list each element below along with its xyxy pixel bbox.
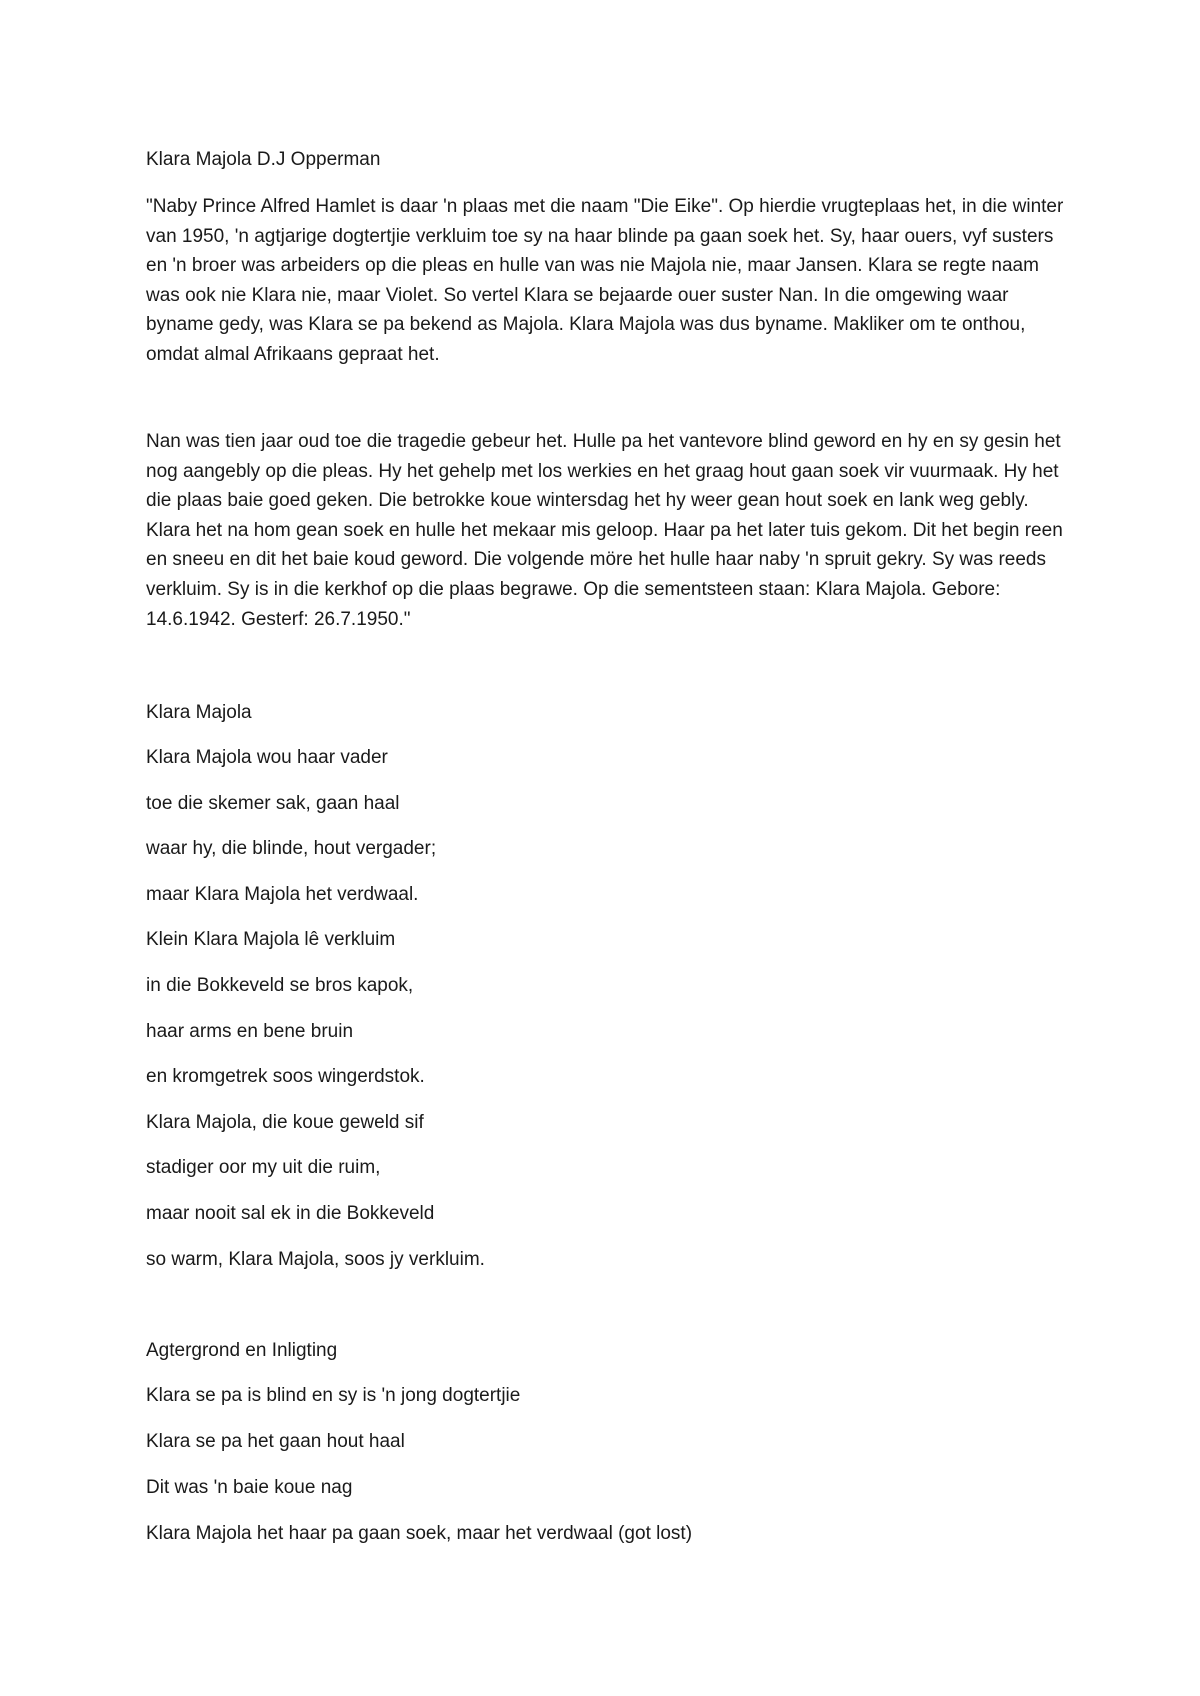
background-item: Klara Majola het haar pa gaan soek, maar het verdwaal (got lost) — [146, 1523, 693, 1544]
background-item: Klara se pa het gaan hout haal — [146, 1431, 405, 1452]
background-items — [146, 1384, 692, 1568]
poem-line: Klara Majola wou haar vader — [146, 747, 388, 768]
background-item: Klara se pa is blind en sy is 'n jong dogtertjie — [146, 1385, 521, 1406]
poem-line: Klara Majola, die koue geweld sif — [146, 1111, 424, 1133]
poem-line: en kromgetrek soos wingerdstok. — [146, 1066, 425, 1088]
poem-lines — [146, 746, 485, 1293]
background-heading: Agtergrond en Inligting — [146, 1340, 338, 1361]
poem-line: haar arms en bene bruin — [146, 1020, 354, 1042]
background-item: Dit was 'n baie koue nag — [146, 1477, 353, 1498]
intro-paragraph-2: Nan was tien jaar oud toe die tragedie gebeur het. Hulle pa het vantevore blind geword en hy en sy gesin het nog aangebly op die pleas. Hy het gehelp met los werkies en het graag hout gaan soek vir vuurmaak. Hy het die plaas baie goed geken. Die betrokke koue wintersdag het hy weer gean hout soek en lank weg gebly. Klara het na hom gean soek en hulle het mekaar mis geloop. Haar pa het later tuis gekom. Dit het begin reen en sneeu en dit het baie koud geword. Die volgende möre het hulle haar naby 'n spruit gekry. Sy was reeds verkluim. Sy is in die kerkhof op die plaas begrawe. Op die sementsteen staan: Klara Majola. Gebore: 14.6.1942. Gesterf: 26.7.1950." — [146, 431, 1063, 630]
poem-line: Klein Klara Majola lê verkluim — [146, 929, 396, 951]
poem-line: stadiger oor my uit die ruim, — [146, 1157, 381, 1179]
poem-line: maar Klara Majola het verdwaal. — [146, 883, 419, 905]
document-title: Klara Majola D.J Opperman — [146, 149, 381, 170]
poem-line: maar nooit sal ek in die Bokkeveld — [146, 1202, 435, 1224]
poem-heading: Klara Majola — [146, 702, 252, 723]
intro-paragraph-1: "Naby Prince Alfred Hamlet is daar 'n plaas met die naam "Die Eike". Op hierdie vrugteplaas het, in die winter van 1950, 'n agtjarige dogtertjie verkluim toe sy na haar blinde pa gaan soek het. Sy, haar ouers, vyf susters en 'n broer was arbeiders op die pleas en hulle van was nie Majola nie, maar Jansen. Klara se regte naam was ook nie Klara nie, maar Violet. So vertel Klara se bejaarde ouer suster Nan. In die omgewing waar byname gedy, was Klara se pa bekend as Majola. Klara Majola was dus byname. Makliker om te onthou, omdat almal Afrikaans gepraat het. — [146, 196, 1064, 365]
poem-line: waar hy, die blinde, hout vergader; — [146, 838, 437, 860]
poem-line: toe die skemer sak, gaan haal — [146, 792, 400, 814]
document-page — [146, 0, 1066, 1696]
poem-line: so warm, Klara Majola, soos jy verkluim. — [146, 1248, 485, 1270]
poem-line: in die Bokkeveld se bros kapok, — [146, 974, 414, 996]
